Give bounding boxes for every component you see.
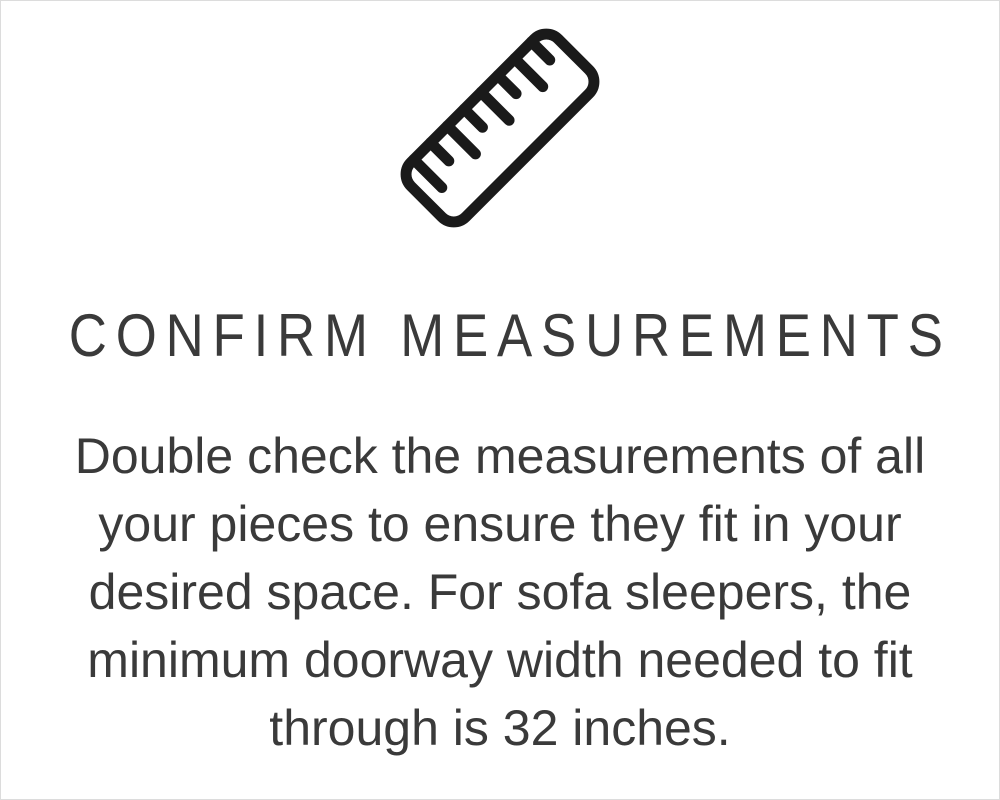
description-line: minimum doorway width needed to fit xyxy=(87,632,913,688)
description-line: desired space. For sofa sleepers, the xyxy=(88,564,912,620)
page-title: CONFIRM MEASUREMENTS xyxy=(68,302,952,369)
icon-container xyxy=(0,0,1000,244)
description-line: Double check the measurements of all xyxy=(74,428,926,484)
ruler-icon xyxy=(386,14,614,242)
description-line: your pieces to ensure they fit in your xyxy=(98,496,902,552)
description-line: through is 32 inches. xyxy=(269,700,731,756)
description-text xyxy=(0,422,1000,762)
